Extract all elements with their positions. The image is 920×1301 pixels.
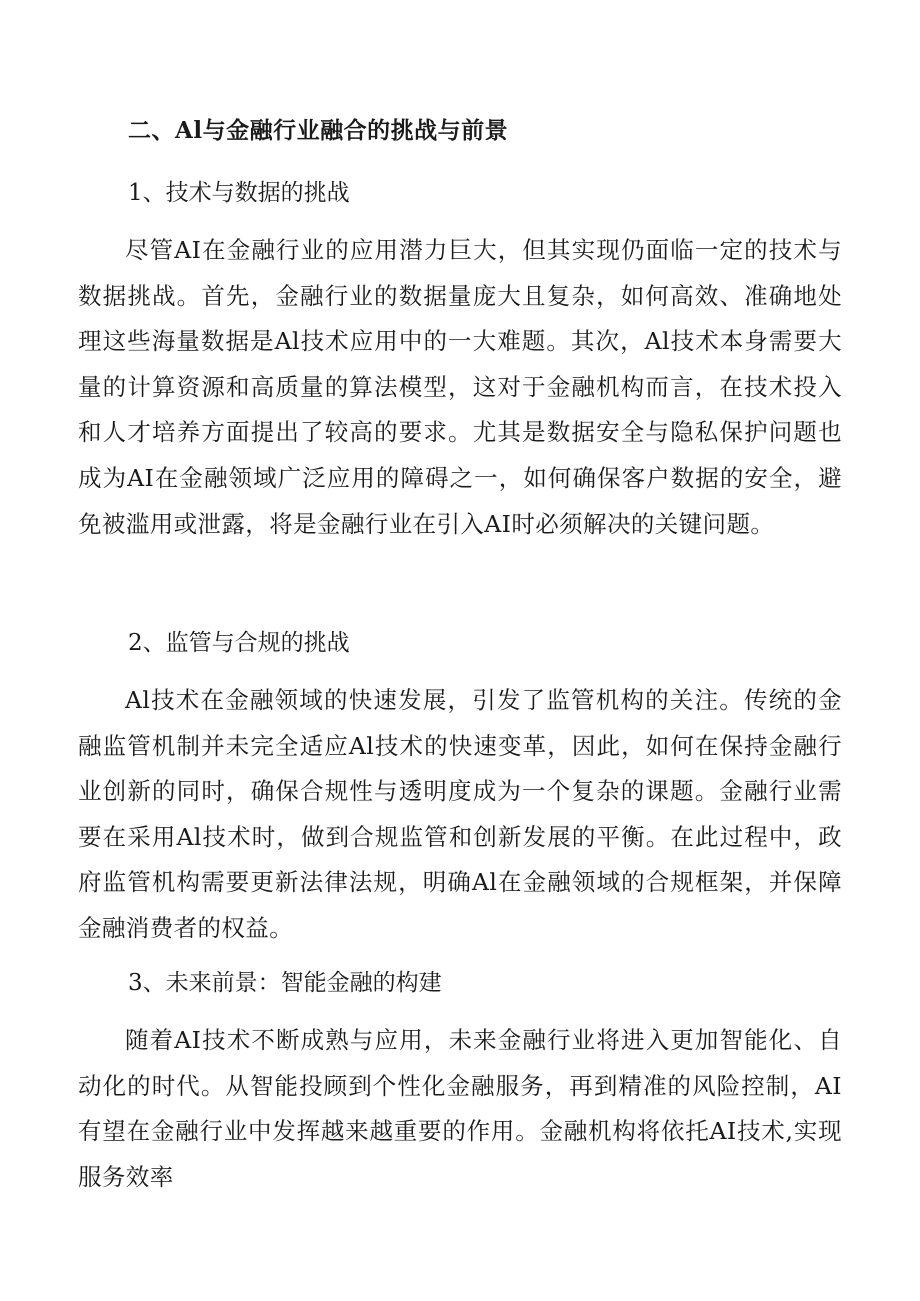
subsection-heading-3: 3、未来前景：智能金融的构建 <box>128 970 442 996</box>
subsection-heading-1: 1、技术与数据的挑战 <box>128 180 350 206</box>
subsection-body-2: Al技术在金融领域的快速发展，引发了监管机构的关注。传统的金融监管机制并未完全适应Al技术的快速变革，因此，如何在保持金融行业创新的同时，确保合规性与透明度成为一个复杂的课题。金融行业需要在采用Al技术时，做到合规监管和创新发展的平衡。在此过程中，政府监管机构需要更新法律法规，明确Al在金融领域的合规框架，并保障金融消费者的权益。 <box>78 686 842 942</box>
subsection-body-1: 尽管AI在金融行业的应用潜力巨大，但其实现仍面临一定的技术与数据挑战。首先，金融行业的数据量庞大且复杂，如何高效、准确地处理这些海量数据是Al技术应用中的一大难题。其次，Al技术本身需要大量的计算资源和高质量的算法模型，这对于金融机构而言，在技术投入和人才培养方面提出了较高的要求。尤其是数据安全与隐私保护问题也成为AI在金融领域广泛应用的障碍之一，如何确保客户数据的安全，避免被滥用或泄露，将是金融行业在引入AI时必须解决的关键问题。 <box>78 236 842 538</box>
subsection-body-3: 随着AI技术不断成熟与应用，未来金融行业将进入更加智能化、自动化的时代。从智能投顾到个性化金融服务，再到精准的风险控制，AI有望在金融行业中发挥越来越重要的作用。金融机构将依托AI技术,实现服务效率 <box>78 1026 842 1191</box>
subsection-heading-2: 2、监管与合规的挑战 <box>128 630 350 656</box>
section-title: 二、Al与金融行业融合的挑战与前景 <box>128 117 509 144</box>
